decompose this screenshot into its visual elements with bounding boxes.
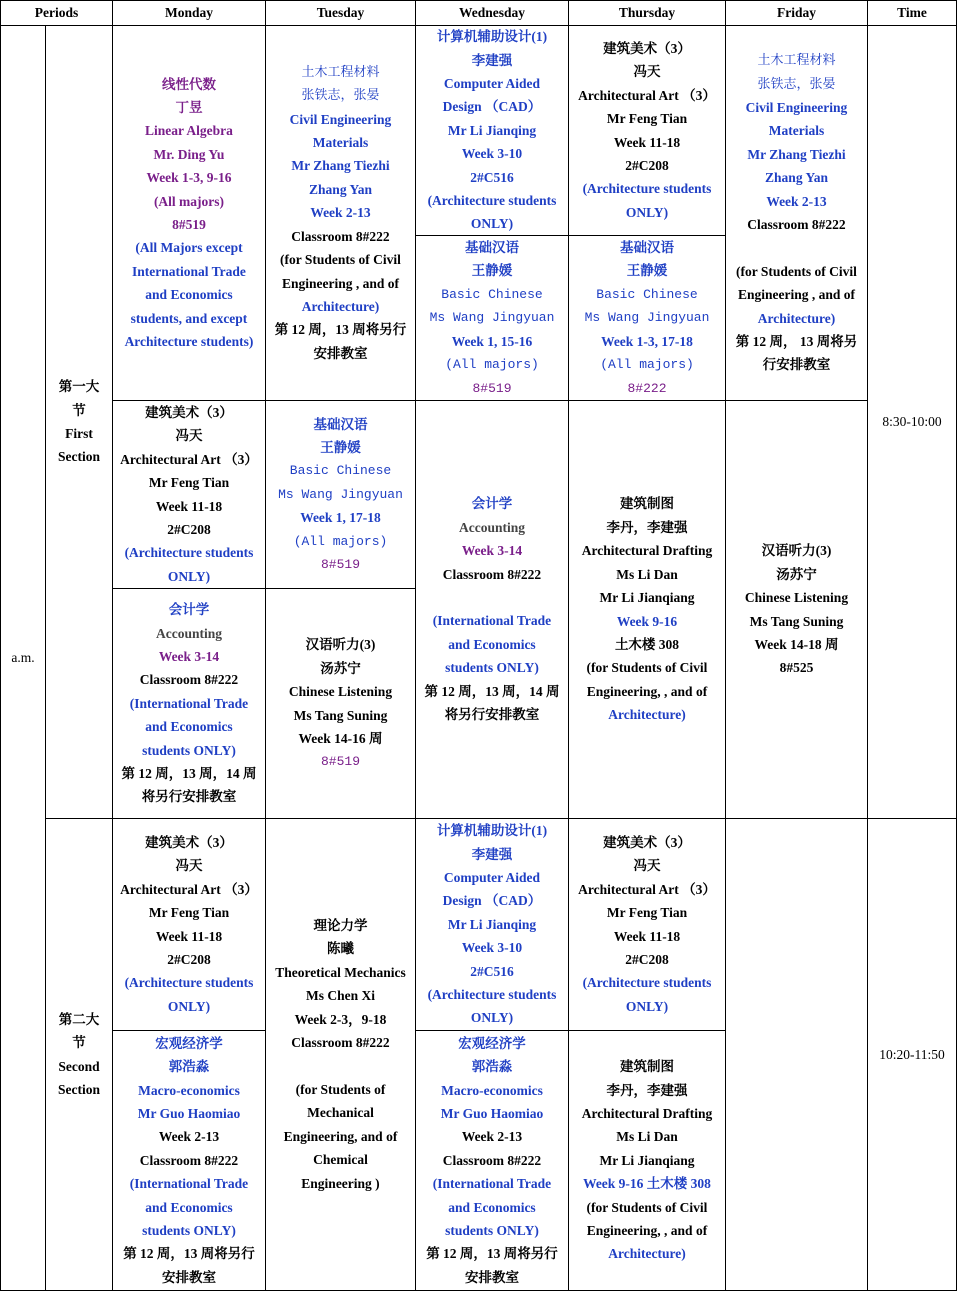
course-cell-wed-s1-a [416,26,569,236]
course-cell-mon-s1-c [113,589,266,819]
course-line: Week 1-3, 17-18 [601,333,693,349]
section-label-line: 第二大 [58,1011,100,1027]
course-cell-fri-s2 [726,819,868,1291]
course-line: Mr Li Jianqiang [599,1152,695,1168]
course-line: 理论力学 [313,918,368,934]
course-line: 郭浩淼 [471,1059,513,1075]
course-line: 8#519 [320,557,360,573]
time-range: 8:30-10:00 [882,414,942,430]
header-time [868,0,957,26]
course-line: Architectural Drafting [581,543,713,559]
section-label-line: 第一大 [58,379,100,395]
header-label: Friday [777,5,816,20]
course-line: Chemical [313,1152,368,1168]
course-line: Civil Engineering [745,99,848,115]
header-label: Thursday [618,5,676,20]
course-line: (All majors) [445,357,539,373]
course-cell-tue-s2 [266,819,416,1291]
course-line: (for Students of Civil [586,660,708,676]
blank-line [731,236,862,259]
course-line: 李丹，李建强 [606,519,688,535]
course-line: Mr Zhang Tiezhi [747,146,846,162]
course-line: Week 14-18 周 [754,636,839,652]
course-line: Architectural Drafting [581,1105,713,1121]
course-line: 建筑美术（3） [145,404,233,420]
course-line: Mr Li Jianqiang [599,590,695,606]
course-line: 土木工程材料 [757,53,836,69]
course-line: Architectural Art （3） [120,451,258,467]
course-line: 2#C516 [470,963,514,979]
course-line: 将另行安排教室 [444,707,540,723]
course-line: Design （CAD） [442,893,542,909]
course-line: Classroom 8#222 [291,1035,390,1051]
course-line: Materials [312,135,369,151]
course-line: 8#519 [320,754,360,770]
course-line: 2#C208 [167,951,211,967]
course-line: Zhang Yan [765,170,828,186]
course-line: (for Students of Civil [736,263,857,279]
course-line: Engineering, and of [283,1128,398,1144]
course-line: Week 11-18 [613,928,681,944]
course-line: Ms Tang Suning [293,707,388,723]
section-label-line: 节 [72,1035,86,1051]
course-line: Architecture) [757,310,836,326]
course-line: (for Students of Civil [280,252,401,268]
course-cell-tue-s1-c [266,589,416,819]
course-line: Week 3-14 [461,543,523,559]
section-label-line: 节 [72,402,86,418]
course-line: Architecture) [608,707,686,723]
first-section-label [46,26,113,819]
course-line: 建筑制图 [620,1059,674,1075]
course-line: Week 1, 15-16 [451,333,533,349]
course-line: Week 9-16 [616,613,678,629]
course-cell-thu-s1-a [569,26,726,236]
course-line: and Economics [145,1199,233,1215]
header-label: Wednesday [458,5,526,20]
course-line: Chinese Listening [288,684,393,700]
header-label: Monday [164,5,213,20]
course-line: Materials [768,123,825,139]
course-line: students ONLY) [142,1223,236,1239]
course-line: International Trade [132,263,246,279]
course-line: 安排教室 [465,1269,519,1285]
course-line: 冯天 [633,64,661,80]
course-line: Chinese Listening [744,590,849,606]
header-tuesday [266,0,416,26]
course-line: 2#C208 [167,521,211,537]
course-line: Week 3-10 [461,146,523,162]
course-line: Linear Algebra [145,123,233,139]
course-line: Civil Engineering [289,111,392,127]
course-line: ONLY) [470,1010,514,1026]
course-line: Week 3-14 [158,648,220,664]
course-line: ONLY) [167,568,211,584]
course-line: Week 11-18 [155,928,223,944]
header-thursday [569,0,726,26]
course-line: 会计学 [471,496,513,512]
course-line: 丁昱 [175,99,203,115]
course-cell-wed-s1-c [416,401,569,819]
course-line: Architectural Art （3） [578,881,716,897]
course-line: ONLY) [470,216,514,232]
course-line: Accounting [155,625,222,641]
course-line: ONLY) [167,998,211,1014]
course-line: (International Trade [129,1176,249,1192]
header-friday [726,0,868,26]
section-label-line: Second [58,1058,100,1074]
course-line: Week 1, 17-18 [300,510,381,526]
course-line: Week 14-16 周 [298,730,383,746]
course-line: 李丹，李建强 [606,1082,688,1098]
course-line: 8#222 [627,380,667,396]
course-line: 张铁志，张晏 [757,76,836,92]
course-line: Ms Chen Xi [305,988,375,1004]
course-line: 基础汉语 [465,240,519,256]
course-line: 宏观经济学 [458,1035,526,1051]
course-line: (Architecture students [124,545,254,561]
course-line: 将另行安排教室 [141,789,237,805]
course-line: Classroom 8#222 [442,566,542,582]
course-line: and Economics [448,1199,536,1215]
course-line: 汉语听力(3) [305,637,376,653]
course-line: 冯天 [633,858,661,874]
course-line: Ms Wang Jingyuan [584,310,710,326]
course-line: (Architecture students [427,987,557,1003]
course-line: (Architecture students [582,181,712,197]
course-line: 第 12 周，13 周将另行 [123,1246,255,1262]
section-label-line: Section [58,449,100,465]
course-line: (All majors) [600,357,694,373]
course-line: students, and except [130,310,248,326]
course-line: 建筑美术（3） [603,834,691,850]
course-line: (Architecture students [582,975,712,991]
course-line: Mr Zhang Tiezhi [291,158,390,174]
time-first-section [868,26,957,819]
course-cell-thu-s2-b [569,1031,726,1291]
course-line: 第 12 周，13 周，14 周 [424,683,560,699]
course-line: Ms Li Dan [616,1129,678,1145]
course-line: Mr Feng Tian [606,111,688,127]
course-line: Week 9-16 土木楼 308 [583,1176,711,1192]
course-cell-thu-s2-a [569,819,726,1031]
course-line: Mr Feng Tian [148,475,230,491]
course-line: 安排教室 [162,1269,216,1285]
course-line: Basic Chinese [289,463,392,479]
course-line: Week 11-18 [155,498,223,514]
course-cell-fri-s1-a [726,26,868,401]
header-label: Tuesday [316,5,365,20]
section-label-line: First [65,426,93,441]
course-line: 汤苏宁 [776,566,817,582]
course-line: 王静媛 [471,263,513,279]
course-line: Ms Wang Jingyuan [278,486,403,502]
course-line: students ONLY) [445,1223,539,1239]
course-line: Classroom 8#222 [139,672,239,688]
course-line: Macro-economics [441,1082,543,1098]
course-line: (All majors) [293,533,388,549]
course-line: 会计学 [168,602,210,618]
course-line: Basic Chinese [441,286,543,302]
am-label: a.m. [11,650,35,666]
course-line: Week 2-13 [310,205,371,221]
course-line: students ONLY) [445,660,539,676]
course-line: (Architecture students [124,975,254,991]
course-line: Week 2-3，9-18 [294,1011,387,1027]
course-line: 计算机辅助设计(1) [436,29,548,45]
course-line: (All Majors except [135,240,243,256]
course-line: 建筑美术（3） [603,40,691,56]
header-wednesday [416,0,569,26]
course-line: Mr Li Jianqing [447,122,537,138]
course-line: 8#519 [472,380,512,396]
course-line: and Economics [145,719,233,735]
course-line: 8#525 [779,660,814,676]
course-line: (International Trade [432,1176,552,1192]
blank-line [421,586,563,609]
course-cell-wed-s1-b [416,236,569,401]
course-cell-mon-s2-a [113,819,266,1031]
header-label: Periods [34,5,79,20]
course-line: Theoretical Mechanics [275,964,406,980]
course-line: (All majors) [153,193,225,209]
course-line: 行安排教室 [762,357,831,373]
course-line: 郭浩淼 [168,1059,210,1075]
course-line: Ms Li Dan [616,566,678,582]
course-line: Week 11-18 [613,134,681,150]
course-cell-thu-s1-c [569,401,726,819]
course-line: 冯天 [175,428,203,444]
course-line: 第 12 周，13 周，14 周 [121,766,257,782]
course-cell-tue-s1-a [266,26,416,401]
course-line: 土木工程材料 [301,64,380,80]
course-line: Architecture) [608,1246,686,1262]
course-line: (for Students of Civil [586,1199,708,1215]
course-line: 2#C516 [470,169,514,185]
course-line: 第 12 周， 13 周将另 [735,334,858,350]
course-line: 冯天 [175,858,203,874]
am-label-cell [0,26,46,1291]
course-line: Ms Wang Jingyuan [429,310,555,326]
course-line: 第 12 周，13 周将另行 [426,1246,558,1262]
course-line: Mechanical [307,1105,374,1121]
course-line: Week 3-10 [461,940,523,956]
course-cell-thu-s1-b [569,236,726,401]
course-line: 建筑美术（3） [145,834,233,850]
course-cell-fri-s1-b [726,401,868,819]
course-line: Classroom 8#222 [139,1152,239,1168]
course-line: 王静媛 [320,439,361,455]
header-monday [113,0,266,26]
course-line: Classroom 8#222 [442,1152,542,1168]
course-line: and Economics [448,636,536,652]
course-line: and Economics [145,287,233,303]
course-line: 张铁志，张晏 [301,88,380,104]
course-line: 土木楼 308 [614,636,680,652]
course-line: Engineering ) [301,1175,380,1191]
course-line: 2#C208 [625,951,669,967]
course-line: Engineering , and of [737,287,856,303]
course-line: Architecture) [301,298,380,314]
blank-line [271,1055,410,1078]
course-cell-wed-s2-b [416,1031,569,1291]
course-line: Computer Aided [443,75,541,91]
course-line: Accounting [458,519,525,535]
course-line: Architectural Art （3） [120,881,258,897]
course-line: students ONLY) [142,742,236,758]
course-line: 陈曦 [327,941,354,957]
course-line: 2#C208 [625,157,669,173]
course-line: 李建强 [471,846,513,862]
course-cell-mon-s2-b [113,1031,266,1291]
course-line: Engineering , and of [281,275,400,291]
time-second-section [868,819,957,1291]
course-line: (International Trade [129,695,249,711]
second-section-label [46,819,113,1291]
course-line: Architectural Art （3） [578,87,716,103]
course-cell-tue-s1-b [266,401,416,589]
course-line: Mr Feng Tian [148,905,230,921]
course-line: 宏观经济学 [155,1035,223,1051]
course-cell-mon-s1-a [113,26,266,401]
course-line: Week 2-13 [461,1129,523,1145]
course-line: 王静媛 [626,263,668,279]
course-line: Architecture students) [124,334,254,350]
course-line: (International Trade [432,613,552,629]
course-line: Macro-economics [138,1082,240,1098]
header-periods [0,0,113,26]
course-line: Zhang Yan [309,181,372,197]
course-line: 建筑制图 [620,496,674,512]
course-line: 计算机辅助设计(1) [436,823,548,839]
course-line: (Architecture students [427,193,557,209]
course-line: 安排教室 [313,345,368,361]
time-range: 10:20-11:50 [879,1046,945,1062]
course-line: ONLY) [625,998,669,1014]
course-line: Engineering, , and of [586,1223,708,1239]
course-line: Basic Chinese [596,286,698,302]
course-line: 线性代数 [162,76,216,92]
course-line: 基础汉语 [313,416,368,432]
course-line: Mr Feng Tian [606,905,688,921]
section-label-line: Section [58,1081,100,1097]
course-line: Computer Aided [443,869,541,885]
course-cell-wed-s2-a [416,819,569,1031]
course-line: Mr Guo Haomiao [137,1105,241,1121]
course-line: Classroom 8#222 [747,217,846,232]
course-line: 李建强 [471,52,513,68]
course-line: 8#519 [172,217,206,232]
course-cell-mon-s1-b [113,401,266,589]
course-line: Design （CAD） [442,99,542,115]
course-line: 第 12 周，13 周将另行 [274,322,407,338]
course-line: Classroom 8#222 [291,228,390,244]
course-line: Mr Guo Haomiao [440,1105,544,1121]
course-line: (for Students of [295,1081,386,1097]
course-line: Mr Li Jianqing [447,916,537,932]
course-line: 汉语听力(3) [761,543,832,559]
course-line: Ms Tang Suning [749,613,844,629]
course-line: Week 2-13 [158,1129,220,1145]
course-line: 汤苏宁 [320,660,361,676]
course-line: ONLY) [625,204,669,220]
course-line: Week 2-13 [766,193,827,209]
course-line: Week 1-3, 9-16 [146,170,232,186]
header-label: Time [897,5,927,20]
course-line: 基础汉语 [620,240,674,256]
course-line: Engineering, , and of [586,683,708,699]
course-line: Mr. Ding Yu [153,146,225,162]
